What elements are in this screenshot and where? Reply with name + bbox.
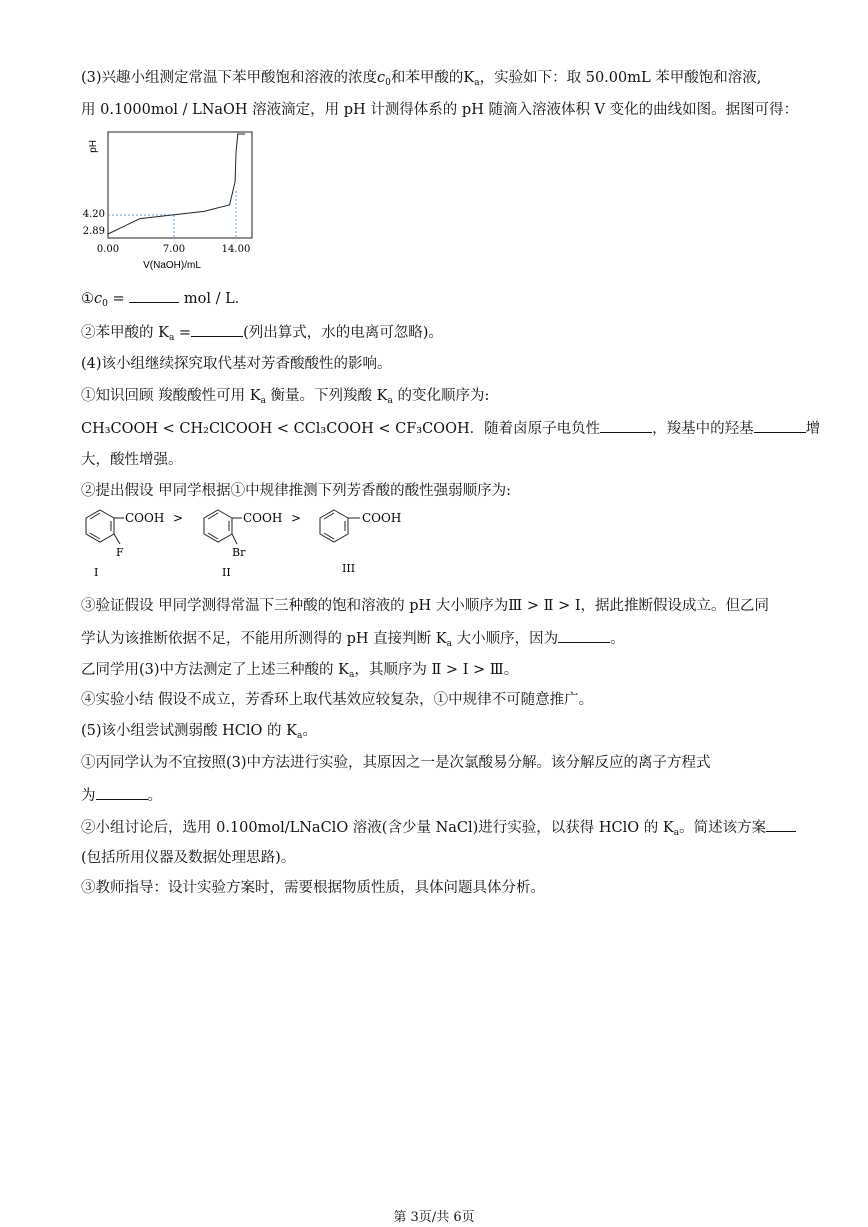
answer-blank[interactable]	[754, 418, 806, 433]
subscript: a	[260, 396, 266, 406]
q3-line-1	[81, 68, 761, 93]
q5-title	[81, 721, 317, 746]
answer-blank[interactable]	[600, 418, 652, 433]
subscript: a	[168, 333, 175, 343]
q4-text: 乙同学用(3)中方法测定了上述三种酸的 K	[81, 662, 349, 678]
q5-p2-c: (包括所用仪器及数据处理思路)。	[81, 850, 296, 866]
q4-text: ．随着卤原子电负性	[469, 421, 601, 437]
q5-text: 。	[147, 788, 162, 804]
q4-title: (4)该小组继续探究取代基对芳香酸酸性的影响。	[81, 356, 392, 372]
molecule-label: I	[94, 566, 99, 579]
q4-text: ，羧基中的羟基	[652, 421, 754, 437]
q3-text: (列出算式，水的电离可忽略)。	[243, 325, 443, 341]
q5-p1-b	[81, 785, 162, 806]
subscript: a	[673, 828, 680, 838]
q4-text: 学认为该推断依据不足，不能用所测得的 pH 直接判断 K	[81, 631, 447, 647]
q5-p1: ①丙同学认为不宜按照(3)中方法进行实验，其原因之一是次氯酸易分解。该分解反应的离子方程式	[81, 755, 711, 771]
y-tick-label: 4.20	[82, 209, 105, 220]
acid-order-equation: CH₃COOH < CH₂ClCOOH < CCl₃COOH < CF₃COOH	[81, 421, 470, 437]
cooh-label: COOH	[362, 511, 402, 525]
q3-text: 和苯甲酸的	[390, 70, 464, 86]
symbol-K: K	[158, 325, 169, 341]
molecule-ii	[204, 510, 242, 544]
x-axis-label: V(NaOH)/mL	[143, 260, 201, 271]
molecule-label: III	[342, 562, 356, 575]
gt-sign: >	[173, 511, 184, 525]
q4-p1	[81, 386, 489, 411]
q4-text: 的变化顺序为:	[392, 388, 490, 404]
q5-text: 为	[81, 788, 96, 804]
answer-blank[interactable]	[558, 628, 610, 643]
substituent-f: F	[116, 546, 124, 559]
q5-p3: ③教师指导：设计实验方案时，需要根据物质性质，具体问题具体分析。	[81, 880, 545, 896]
subscript: a	[446, 639, 452, 649]
plot-frame	[108, 132, 252, 238]
q3-text: (3)兴趣小组测定常温下苯甲酸饱和溶液的浓度	[81, 70, 378, 86]
q4-equation-line	[81, 418, 820, 439]
subscript: a	[474, 78, 480, 88]
subscript: a	[387, 396, 393, 406]
q3-item-1	[81, 288, 249, 314]
q3-text: ，实验如下：取 50.00mL 苯甲酸饱和溶液,	[479, 70, 762, 86]
q4-p3-a: ③验证假设 甲同学测得常温下三种酸的饱和溶液的 pH 大小顺序为Ⅲ > Ⅱ > Ⅰ，据此推断假设成立。但乙同	[81, 598, 770, 614]
titration-chart	[76, 126, 266, 276]
x-tick-label: 14.00	[221, 244, 251, 255]
item-marker: ①	[81, 291, 94, 307]
q4-text: 增	[805, 421, 821, 437]
y-axis-label: pH	[88, 140, 99, 153]
q4-text: ，其顺序为 Ⅱ > Ⅰ > Ⅲ。	[354, 662, 519, 678]
subscript: a	[296, 731, 303, 741]
q5-text: ②小组讨论后，选用 0.100mol/LNaClO 溶液(含少量 NaCl)进行实验，以获得 HClO 的 K	[81, 820, 674, 836]
cooh-label: COOH	[125, 511, 165, 525]
x-tick-label: 0.00	[96, 244, 120, 255]
cooh-label: COOH	[243, 511, 283, 525]
answer-blank[interactable]	[96, 785, 148, 800]
answer-blank[interactable]	[766, 817, 796, 832]
subscript: a	[348, 670, 355, 680]
symbol-c: c	[94, 291, 103, 307]
q5-text: (5)该小组尝试测弱酸 HClO 的 K	[81, 723, 297, 739]
subscript: 0	[385, 78, 391, 88]
q3-text: ②苯甲酸的	[81, 325, 159, 341]
ph-curve	[108, 134, 245, 234]
page-footer: 第 3页/共 6页	[393, 1210, 475, 1225]
molecule-iii	[320, 510, 360, 542]
unit: mol / L．	[179, 291, 250, 307]
q4-p3-c	[81, 660, 518, 685]
y-tick-label: 2.89	[82, 226, 105, 237]
equals: =	[174, 325, 192, 341]
q4-p4: ④实验小结 假设不成立，芳香环上取代基效应较复杂，①中规律不可随意推广。	[81, 692, 594, 708]
symbol-K: K	[463, 70, 475, 86]
x-tick-label: 7.00	[162, 244, 186, 255]
q4-text: 大小顺序，因为	[451, 631, 559, 647]
q5-p2	[81, 817, 796, 843]
equals: =	[107, 291, 130, 307]
q4-p3-b	[81, 628, 625, 654]
q4-text: ①知识回顾 羧酸酸性可用 K	[81, 388, 261, 404]
aromatic-acids-structures	[76, 500, 436, 580]
answer-blank[interactable]	[129, 288, 179, 303]
symbol-c: c	[377, 70, 386, 86]
q4-eq-cont: 大，酸性增强。	[81, 452, 183, 468]
q3-item-2	[81, 322, 443, 348]
q5-text: 。简述该方案	[679, 820, 767, 836]
answer-blank[interactable]	[191, 322, 243, 337]
gt-sign: >	[291, 511, 302, 525]
substituent-br: Br	[232, 546, 246, 559]
q4-text: 。	[610, 631, 625, 647]
q4-text: 衡量。下列羧酸 K	[265, 388, 388, 404]
subscript: 0	[102, 299, 108, 309]
q5-text: 。	[302, 723, 317, 739]
molecule-i	[86, 510, 124, 544]
molecule-label: II	[222, 566, 231, 579]
q3-line-2: 用 0.1000mol / LNaOH 溶液滴定，用 pH 计测得体系的 pH 随滴入溶液体积 V 变化的曲线如图。据图可得：	[81, 102, 799, 118]
q4-p2: ②提出假设 甲同学根据①中规律推测下列芳香酸的酸性强弱顺序为:	[81, 483, 511, 499]
